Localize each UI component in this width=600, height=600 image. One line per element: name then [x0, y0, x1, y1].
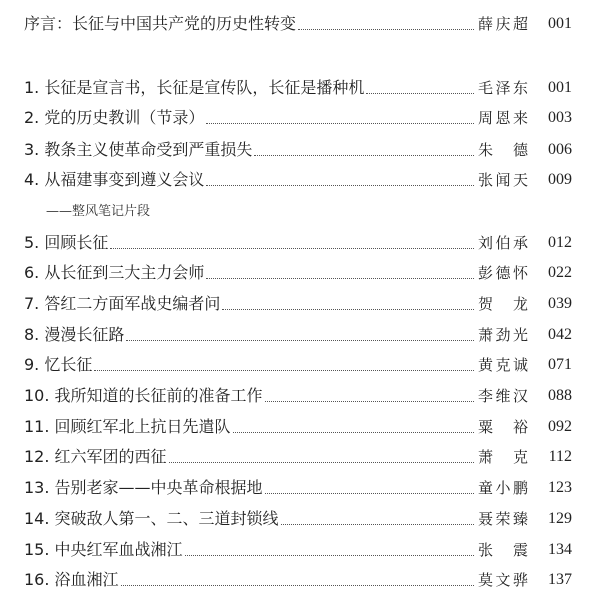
toc-entry — [0, 136, 600, 160]
leader-dots — [185, 553, 474, 556]
entry-number: 11. — [24, 417, 50, 436]
entry-author: 刘伯承 — [478, 234, 528, 252]
entry-title — [24, 540, 183, 560]
entry-number: 13. — [24, 478, 50, 497]
entry-author: 聂荣臻 — [478, 510, 528, 528]
entry-title — [24, 386, 263, 406]
entry-title — [24, 233, 108, 253]
entry-title-text: 回顾红军北上抗日先遣队 — [54, 417, 231, 436]
entry-title-text: 党的历史教训（节录） — [44, 108, 205, 127]
entry-number: 10. — [24, 386, 50, 405]
preface-author: 薛庆超 — [478, 15, 528, 33]
leader-dots — [206, 183, 474, 186]
entry-author: 萧克 — [478, 448, 528, 466]
toc-entry — [0, 321, 600, 345]
entry-number: 4. — [24, 170, 40, 189]
entry-author: 粟裕 — [478, 418, 528, 436]
entry-author: 萧劲光 — [478, 326, 528, 344]
entry-author: 张闻天 — [478, 171, 528, 189]
entry-title-text: 我所知道的长征前的准备工作 — [54, 386, 263, 405]
entry-title-text: 忆长征 — [44, 355, 93, 374]
entry-page: 112 — [548, 448, 572, 465]
entry-title-text: 红六军团的西征 — [54, 447, 167, 466]
entry-title — [24, 447, 167, 467]
entry-author: 朱德 — [478, 141, 528, 159]
entry-page: 042 — [548, 326, 572, 343]
entry-page: 006 — [548, 141, 572, 158]
leader-dots — [121, 583, 474, 586]
entry-author: 贺龙 — [478, 295, 528, 313]
toc-entry — [0, 351, 600, 375]
entry-author: 周恩来 — [478, 109, 528, 127]
toc-entry — [0, 382, 600, 406]
entry-title — [24, 570, 119, 590]
leader-dots — [206, 121, 474, 124]
entry-number: 3. — [24, 140, 40, 159]
entry-number: 9. — [24, 355, 40, 374]
entry-page: 123 — [548, 479, 572, 496]
preface-title: 序言：长征与中国共产党的历史性转变 — [24, 14, 297, 33]
leader-dots — [169, 460, 474, 463]
toc-entry — [0, 536, 600, 560]
entry-title-text: 告别老家——中央革命根据地 — [54, 478, 263, 497]
entry-author: 彭德怀 — [478, 264, 528, 282]
entry-number: 7. — [24, 294, 40, 313]
entry-title — [24, 478, 263, 498]
entry-title — [24, 355, 92, 375]
leader-dots — [298, 27, 474, 30]
entry-number: 12. — [24, 447, 50, 466]
entry-title-text: 回顾长征 — [44, 233, 109, 252]
entry-title-text: 浴血湘江 — [54, 570, 119, 589]
leader-dots — [126, 338, 474, 341]
entry-number: 2. — [24, 108, 40, 127]
entry-title-text: 漫漫长征路 — [44, 325, 125, 344]
entry-title — [24, 170, 204, 190]
toc-entry — [0, 229, 600, 253]
entry-number: 6. — [24, 263, 40, 282]
entry-page: 092 — [548, 418, 572, 435]
entry-subtitle: ——整风笔记片段 — [46, 204, 151, 219]
leader-dots — [94, 368, 474, 371]
entry-title-text: 从长征到三大主力会师 — [44, 263, 205, 282]
toc-entry — [0, 566, 600, 590]
toc-entry — [0, 166, 600, 190]
entry-number: 8. — [24, 325, 40, 344]
entry-title — [24, 294, 220, 314]
entry-page: 137 — [548, 571, 572, 588]
leader-dots — [206, 276, 474, 279]
entry-number: 1. — [24, 78, 40, 97]
entry-number: 5. — [24, 233, 40, 252]
entry-page: 088 — [548, 387, 572, 404]
entry-number: 16. — [24, 570, 50, 589]
toc-entry — [0, 443, 600, 467]
leader-dots — [222, 307, 474, 310]
entry-author: 李维汉 — [478, 387, 528, 405]
entry-title-text: 长征是宣言书，长征是宣传队，长征是播种机 — [44, 78, 365, 97]
entry-page: 022 — [548, 264, 572, 281]
entry-page: 009 — [548, 171, 572, 188]
leader-dots — [110, 246, 474, 249]
leader-dots — [265, 399, 474, 402]
leader-dots — [281, 522, 474, 525]
preface-page: 001 — [548, 15, 572, 32]
leader-dots — [254, 153, 474, 156]
entry-page: 039 — [548, 295, 572, 312]
toc-entry — [0, 74, 600, 98]
toc-entry — [0, 259, 600, 283]
entry-title — [24, 509, 279, 529]
entry-number: 15. — [24, 540, 50, 559]
entry-title-text: 突破敌人第一、二、三道封锁线 — [54, 509, 279, 528]
entry-title — [24, 263, 204, 283]
entry-title-text: 教条主义使革命受到严重损失 — [44, 140, 253, 159]
leader-dots — [366, 91, 474, 94]
toc-entry — [0, 505, 600, 529]
entry-page: 134 — [548, 541, 572, 558]
toc-entry — [0, 474, 600, 498]
entry-author: 张震 — [478, 541, 528, 559]
preface-row — [0, 10, 600, 34]
entry-author: 童小鹏 — [478, 479, 528, 497]
entry-number: 14. — [24, 509, 50, 528]
leader-dots — [265, 491, 474, 494]
entry-page: 003 — [548, 109, 572, 126]
entry-page: 071 — [548, 356, 572, 373]
toc-entry — [0, 413, 600, 437]
entry-title-text: 中央红军血战湘江 — [54, 540, 183, 559]
entry-title — [24, 417, 231, 437]
entry-title — [24, 108, 204, 128]
entry-page: 001 — [548, 79, 572, 96]
entry-author: 毛泽东 — [478, 79, 528, 97]
entry-title-text: 从福建事变到遵义会议 — [44, 170, 205, 189]
entry-author: 莫文骅 — [478, 571, 528, 589]
entry-title — [24, 140, 252, 160]
toc-entry — [0, 104, 600, 128]
entry-page: 129 — [548, 510, 572, 527]
entry-page: 012 — [548, 234, 572, 251]
entry-author: 黄克诚 — [478, 356, 528, 374]
entry-title — [24, 325, 124, 345]
leader-dots — [233, 430, 474, 433]
toc-entry — [0, 290, 600, 314]
entry-title — [24, 78, 364, 98]
entry-title-text: 答红二方面军战史编者问 — [44, 294, 221, 313]
